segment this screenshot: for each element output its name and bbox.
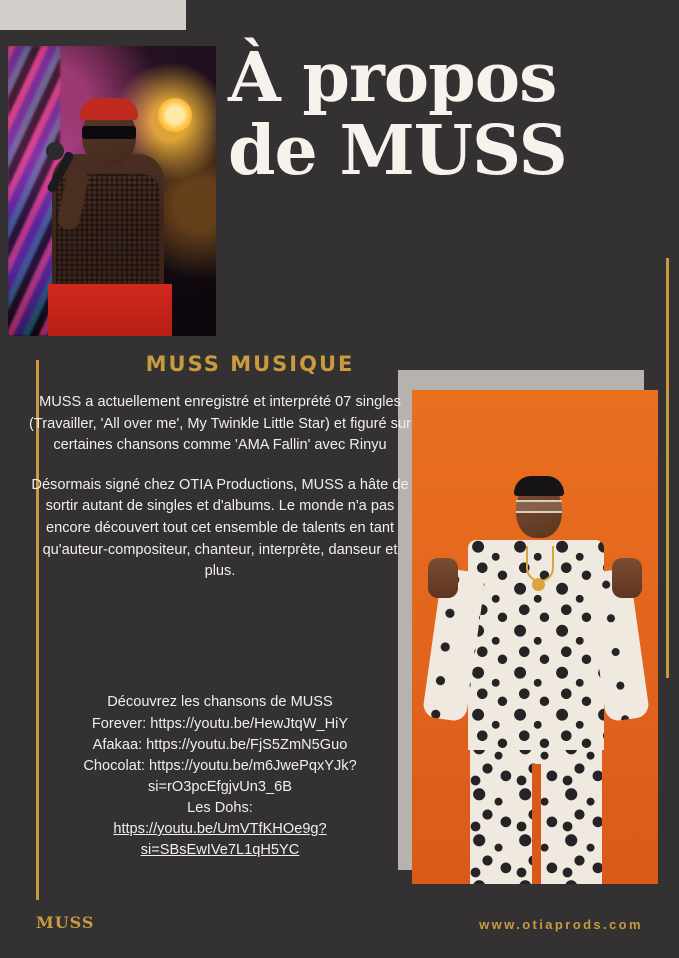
stage-photo	[8, 46, 216, 336]
link-line[interactable]	[28, 714, 412, 735]
microphone-head	[46, 142, 64, 160]
artist-hair	[514, 476, 564, 496]
link-line	[28, 798, 412, 819]
paragraph-1: MUSS a actuellement enregistré et interprété 07 singles (Travailler, 'All over me', My Twinkle Little Star) et figuré sur certaines chansons comme 'AMA Fallin' avec Rinyu	[29, 394, 411, 454]
artist-leg-gap	[532, 764, 541, 884]
headline-line-2: de MUSS	[228, 111, 567, 192]
portrait-photo	[412, 390, 658, 884]
song-link-les-dohs[interactable]: https://youtu.be/UmVTfKHOe9g?	[113, 821, 327, 837]
song-link-chocolat-query[interactable]: si=rO3pcEfgjvUn3_6B	[148, 779, 292, 795]
song-link-chocolat[interactable]: Chocolat: https://youtu.be/m6JwePqxYJk?	[83, 758, 357, 774]
artist-left-hand	[428, 558, 458, 598]
footer-website[interactable]: www.otiaprods.com	[479, 917, 643, 932]
page-title	[228, 38, 648, 192]
section-title: MUSS MUSIQUE	[145, 352, 355, 376]
song-link-les-dohs-query[interactable]: si=SBsEwIVe7L1qH5YC	[140, 842, 300, 858]
top-decorative-bar	[0, 0, 186, 30]
right-gold-rule	[666, 258, 669, 678]
body-copy	[28, 392, 412, 601]
artist-right-hand	[612, 558, 642, 598]
link-line[interactable]	[28, 756, 412, 777]
song-label-les-dohs: Les Dohs:	[187, 800, 253, 816]
headline-line-1: À propos	[228, 38, 557, 118]
performer-red-pants	[48, 284, 172, 336]
link-line[interactable]	[28, 735, 412, 756]
footer-brand: MUSS	[36, 913, 95, 932]
artist-glasses	[516, 500, 562, 513]
links-lead-text: Découvrez les chansons de MUSS	[107, 694, 333, 710]
performer-sunglasses	[82, 126, 136, 139]
performer-red-cap	[80, 98, 138, 120]
artist-necklace-chain	[526, 546, 554, 582]
artist-necklace-pendant	[532, 578, 545, 591]
link-line[interactable]	[28, 819, 412, 840]
paragraph-2: Désormais signé chez OTIA Productions, MUSS a hâte de sortir autant de singles et d'albums. Le monde n'a pas encore découvert tout cet ensemble de talents en tant qu'auteur-compositeur, chanteur, interprète, danseur et plus.	[31, 476, 409, 580]
stage-spotlight	[158, 98, 192, 132]
songs-links-block	[28, 692, 412, 861]
link-line[interactable]	[28, 777, 412, 798]
song-link-afakaa[interactable]: Afakaa: https://youtu.be/FjS5ZmN5Guo	[92, 737, 348, 753]
link-line[interactable]	[28, 840, 412, 861]
song-link-forever[interactable]: Forever: https://youtu.be/HewJtqW_HiY	[91, 716, 349, 732]
